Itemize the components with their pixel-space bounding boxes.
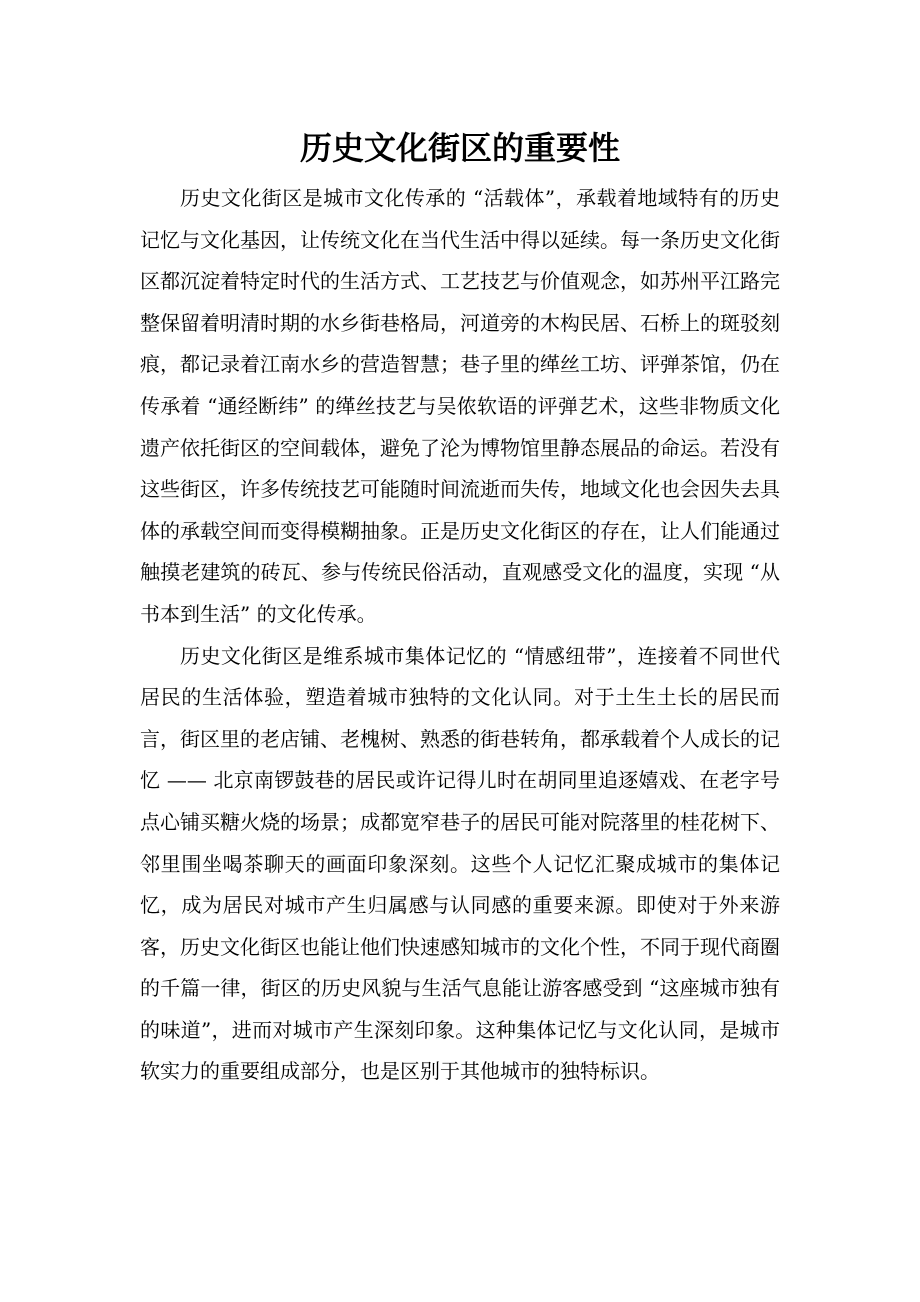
paragraph-1: 历史文化街区是城市文化传承的 “活载体”，承载着地域特有的历史记忆与文化基因，让传统文化在当代生活中得以延续。每一条历史文化街区都沉淀着特定时代的生活方式、工艺技艺与价值观念，如苏州平江路完整保留着明清时期的水乡街巷格局，河道旁的木构民居、石桥上的斑驳刻痕，都记录着江南水乡的营造智慧；巷子里的缂丝工坊、评弹茶馆，仍在传承着 “通经断纬” 的缂丝技艺与吴侬软语的评弹艺术，这些非物质文化遗产依托街区的空间载体，避免了沦为博物馆里静态展品的命运。若没有这些街区，许多传统技艺可能随时间流逝而失传，地域文化也会因失去具体的承载空间而变得模糊抽象。正是历史文化街区的存在，让人们能通过触摸老建筑的砖瓦、参与传统民俗活动，直观感受文化的温度，实现 “从书本到生活” 的文化传承。 bbox=[140, 186, 780, 626]
paragraph-2: 历史文化街区是维系城市集体记忆的 “情感纽带”，连接着不同世代居民的生活体验，塑造着城市独特的文化认同。对于土生土长的居民而言，街区里的老店铺、老槐树、熟悉的街巷转角，都承载着个人成长的记忆 —— 北京南锣鼓巷的居民或许记得儿时在胡同里追逐嬉戏、在老字号点心铺买糖火烧的场景；成都宽窄巷子的居民可能对院落里的桂花树下、邻里围坐喝茶聊天的画面印象深刻。这些个人记忆汇聚成城市的集体记忆，成为居民对城市产生归属感与认同感的重要来源。即使对于外来游客，历史文化街区也能让他们快速感知城市的文化个性，不同于现代商圈的千篇一律，街区的历史风貌与生活气息能让游客感受到 “这座城市独有的味道”，进而对城市产生深刻印象。这种集体记忆与文化认同，是城市软实力的重要组成部分，也是区别于其他城市的独特标识。 bbox=[140, 643, 780, 1084]
document-title: 历史文化街区的重要性 bbox=[299, 129, 620, 167]
document-body bbox=[140, 178, 780, 1093]
